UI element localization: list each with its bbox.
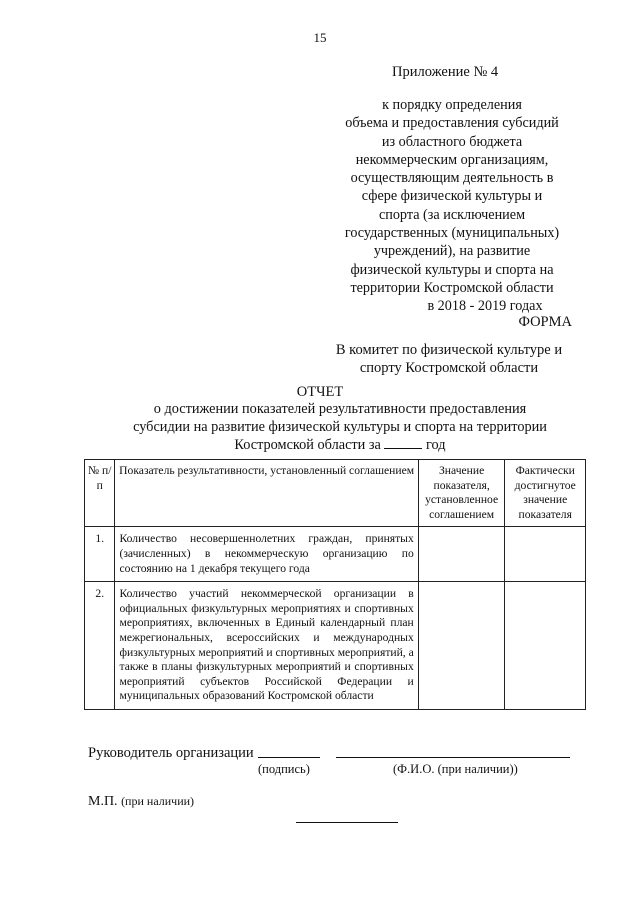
subtitle-suffix: год [426, 437, 446, 453]
row-planned-value-cell[interactable] [418, 527, 505, 582]
row-actual-value-cell[interactable] [505, 582, 586, 710]
preamble-line: учреждений), на развитие [373, 243, 531, 260]
row-indicator: Количество несовершеннолетних граждан, принятых (зачисленных) в некоммерческую организацию по состоянию на 1 декабря текущего года [115, 527, 418, 582]
subtitle-line: субсидии на развитие физической культуры и спорта на территории [133, 419, 547, 435]
full-name-line[interactable] [336, 757, 570, 758]
row-planned-value-cell[interactable] [418, 582, 505, 710]
preamble-line: к порядку определения [382, 97, 522, 113]
table-header-row [85, 460, 586, 527]
row-number: 1. [85, 527, 115, 582]
preamble-line: некоммерческим организациям, [355, 151, 549, 168]
form-label: ФОРМА [518, 314, 572, 330]
row-number: 2. [85, 582, 115, 710]
header-number: № п/п [85, 460, 115, 527]
full-name-caption: (Ф.И.О. (при наличии)) [393, 762, 518, 776]
preamble-line: из областного бюджета [381, 133, 523, 150]
preamble-line: осуществляющим деятельность в [350, 170, 554, 187]
table-row [85, 527, 586, 582]
preamble-line: объема и предоставления субсидий [345, 115, 559, 132]
subtitle-line: о достижении показателей результативности предоставления [153, 401, 527, 417]
addressee-line: спорту Костромской области [359, 360, 539, 376]
report-title: ОТЧЕТ [296, 384, 344, 400]
subtitle-prefix: Костромской области за [234, 437, 381, 453]
header-indicator: Показатель результативности, установленный соглашением [115, 460, 418, 527]
preamble-line: в 2018 - 2019 годах [427, 298, 543, 315]
report-table [84, 459, 586, 710]
header-actual-value: Фактически достигнутое значение показателя [505, 460, 586, 527]
header-planned-value: Значение показателя, установленное соглашением [418, 460, 505, 527]
preamble-line: физической культуры и спорта на [350, 261, 554, 278]
table-row [85, 582, 586, 710]
appendix-preamble [322, 96, 582, 316]
row-actual-value-cell[interactable] [505, 527, 586, 582]
preamble-line: сфере физической культуры и [361, 188, 543, 205]
preamble-line: государственных (муниципальных) [344, 225, 560, 242]
page-number: 15 [313, 30, 327, 45]
stamp-label: М.П. [88, 794, 118, 809]
end-separator-line [296, 822, 398, 823]
year-blank-field[interactable] [384, 436, 422, 449]
signature-line[interactable] [258, 757, 320, 758]
addressee [318, 341, 580, 377]
subtitle-line-year [120, 436, 560, 454]
addressee-line: В комитет по физической культуре и [335, 342, 563, 358]
preamble-line: спорта (за исключением [378, 206, 526, 223]
appendix-heading: Приложение № 4 [392, 64, 499, 80]
row-indicator: Количество участий некоммерческой организации в официальных физкультурных мероприятиях и спортивных мероприятиях, включенных в Единый календарный план межрегиональных, всероссийских и международных физкультурных мероприятий и спортивных мероприятий, а также в планы физкультурных мероприятий и спортивных мероприятий субъектов Российской Федерации и муниципальных образований Костромской области [115, 582, 418, 710]
preamble-line: территории Костромской области [350, 279, 554, 296]
signature-label: Руководитель организации [88, 745, 254, 761]
report-subtitle [120, 400, 560, 454]
stamp-place [88, 794, 194, 810]
signature-caption: (подпись) [258, 762, 310, 776]
stamp-note: (при наличии) [121, 794, 195, 808]
